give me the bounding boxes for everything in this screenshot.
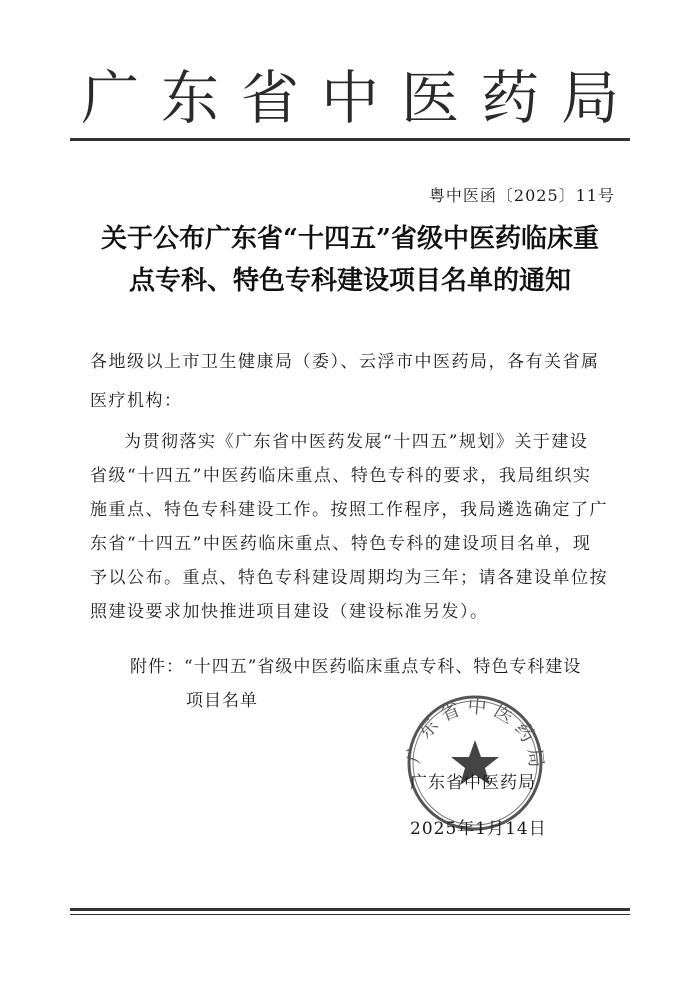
footer-divider-thin xyxy=(70,914,630,915)
signature-organization: 广东省中医药局 xyxy=(410,773,536,793)
document-number: 粤中医函〔2025〕11号 xyxy=(428,186,615,205)
attachment-label: 附件：“十四五”省级中医药临床重点专科、特色专科建设 xyxy=(130,657,582,677)
notice-title-line-1: 关于公布广东省“十四五”省级中医药临床重 xyxy=(101,224,599,254)
body-line: 省级“十四五”中医药临床重点、特色专科的要求，我局组织实 xyxy=(90,466,592,486)
signature-date: 2025年1月14日 xyxy=(410,819,547,839)
addressee-line-2: 医疗机构： xyxy=(90,391,183,411)
addressee-line-1: 各地级以上市卫生健康局（委）、云浮市中医药局，各有关省属 xyxy=(90,352,600,372)
body-line: 为贯彻落实《广东省中医药发展“十四五”规划》关于建设 xyxy=(124,432,589,452)
body-line: 予以公布。重点、特色专科建设周期均为三年；请各建设单位按 xyxy=(90,568,608,588)
header-divider xyxy=(70,138,630,141)
body-line: 照建设要求加快推进项目建设（建设标准另发）。 xyxy=(90,602,489,622)
body-line: 东省“十四五”中医药临床重点、特色专科的建设项目名单，现 xyxy=(90,534,592,554)
notice-title-line-2: 点专科、特色专科建设项目名单的通知 xyxy=(128,266,571,296)
attachment-label-continued: 项目名单 xyxy=(186,691,258,711)
issuing-authority-title: 广东省中医药局 xyxy=(80,64,641,132)
footer-divider-thick xyxy=(70,908,630,911)
body-line: 施重点、特色专科建设工作。按照工作程序，我局遴选确定了广 xyxy=(90,500,608,520)
svg-text:广东省中医药局: 广东省中医药局 xyxy=(402,695,548,775)
